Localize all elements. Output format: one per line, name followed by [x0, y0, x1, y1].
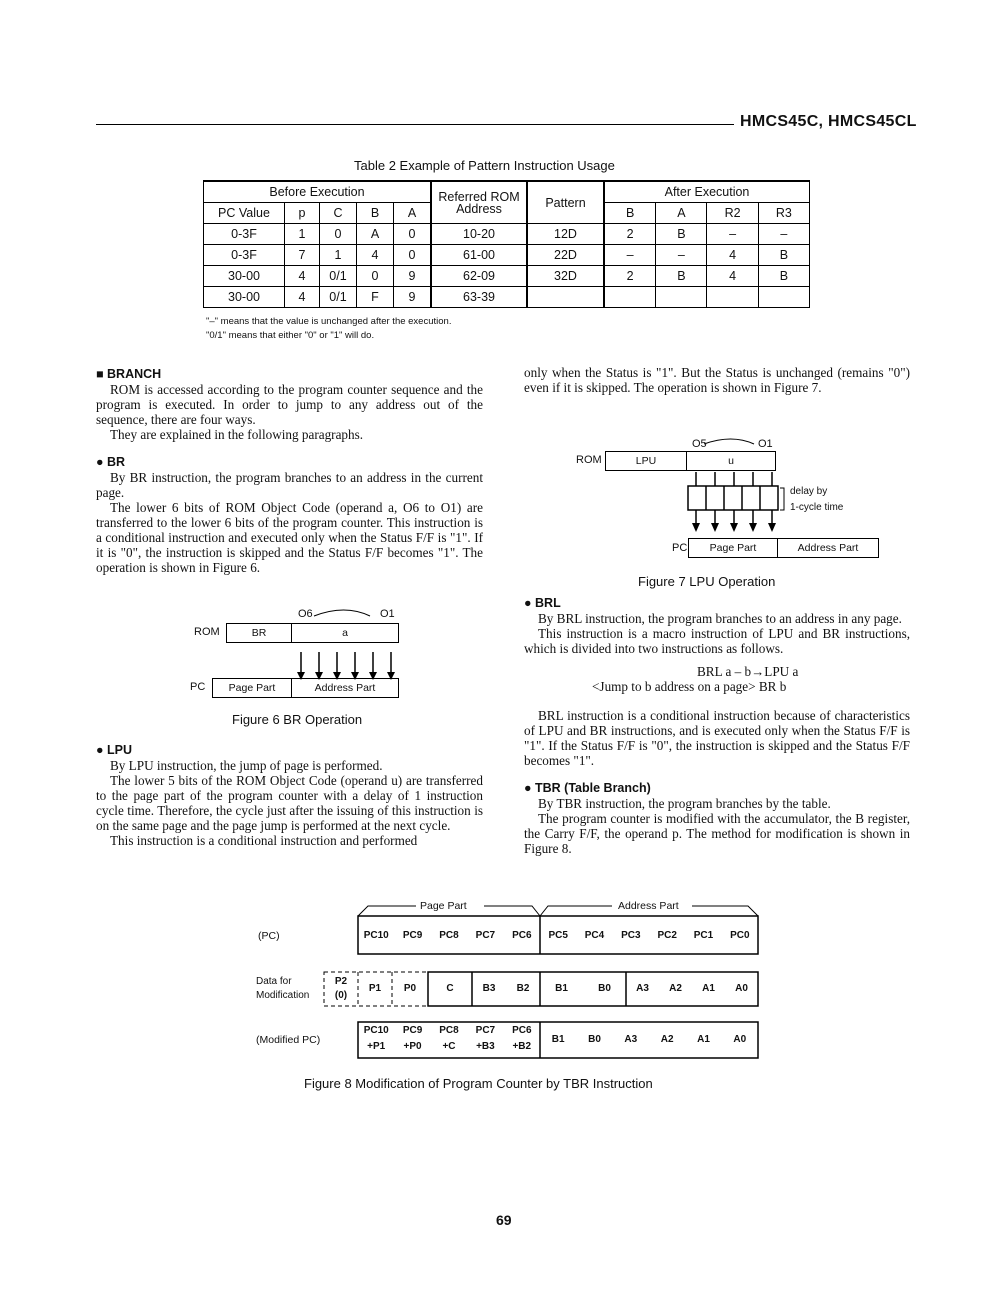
table-cell: 2	[604, 224, 656, 245]
col-after-b: B	[604, 203, 656, 224]
pattern-table	[203, 180, 810, 308]
table-cell	[604, 287, 656, 308]
fig6-pc-label: PC	[190, 681, 206, 693]
table-cell: B	[758, 245, 809, 266]
lpu-paragraph-1: By LPU instruction, the jump of page is performed.	[110, 758, 383, 773]
table-row	[204, 245, 810, 266]
left-column-bottom	[96, 743, 483, 848]
fig6-page-part: Page Part	[212, 678, 292, 698]
table-cell: 30-00	[204, 287, 285, 308]
pc-bit-cell: PC8	[439, 930, 459, 941]
table-cell: 9	[394, 287, 432, 308]
right-column-top	[524, 365, 910, 395]
table-cell: 63-39	[431, 287, 527, 308]
table-cell: –	[604, 245, 656, 266]
before-execution-header: Before Execution	[204, 181, 432, 203]
tbr-heading: ● TBR (Table Branch)	[524, 781, 651, 795]
table-cell: 62-09	[431, 266, 527, 287]
after-execution-header: After Execution	[604, 181, 810, 203]
figure-7	[572, 432, 892, 562]
left-column-top	[96, 367, 483, 575]
table-row	[204, 224, 810, 245]
pattern-header: Pattern	[527, 181, 604, 224]
table-cell: 7	[285, 245, 320, 266]
modification-bit-cell: A2	[669, 983, 682, 994]
table-cell: 1	[285, 224, 320, 245]
table-cell: 61-00	[431, 245, 527, 266]
status-continuation: only when the Status is "1". But the Status is unchanged (remains "0") even if it is skipped. The operation is shown in Figure 7.	[524, 365, 910, 395]
pc-bit-cell: PC9	[402, 930, 423, 941]
table-cell: F	[357, 287, 394, 308]
fig6-o1: O1	[380, 608, 395, 620]
table-note-1: "–" means that the value is unchanged after the execution.	[206, 316, 452, 327]
table-cell: 4	[357, 245, 394, 266]
brl-equation-2: <Jump to b address on a page> BR b	[592, 679, 787, 694]
brl-paragraph-3: BRL instruction is a conditional instruction because of characteristics of LPU and BR instructions, and is executed only when the Status F/F is "1". If the Status F/F is "0", the instruction is skipped and the Status F/F becomes "1".	[524, 708, 910, 768]
fig7-o1: O1	[758, 438, 773, 450]
modified-pc-bit-cell: A3	[624, 1034, 638, 1045]
page-number: 69	[496, 1212, 512, 1228]
fig6-br-field: BR	[226, 623, 292, 643]
figure-8	[252, 894, 764, 1074]
figure-7-caption: Figure 7 LPU Operation	[638, 574, 776, 589]
table-cell	[527, 287, 604, 308]
modification-bit-cell: P0	[403, 983, 417, 994]
tbr-paragraph-1: By TBR instruction, the program branches by the table.	[538, 796, 831, 811]
fig7-u-field: u	[686, 451, 776, 471]
lpu-paragraph-2: The lower 5 bits of the ROM Object Code (operand u) are transferred to the page part of the program counter with a delay of 1 instruction cycle time. Therefore, the cycle just after the issuing of this instruction is on the same page and the page jump is performed at the next cycle.	[96, 773, 483, 833]
modified-pc-addend-cell: +C	[442, 1041, 456, 1052]
brl-equation-1: BRL a – b→LPU a	[697, 664, 799, 679]
modification-bit-cell: B1	[555, 983, 568, 994]
col-r3: R3	[758, 203, 809, 224]
figure-7-delay-register	[688, 486, 778, 510]
table-cell: –	[758, 224, 809, 245]
table-cell: 30-00	[204, 266, 285, 287]
branch-paragraph-1: ROM is accessed according to the program counter sequence and the program is executed. In order to jump to any address out of the sequence, there are four ways.	[96, 382, 483, 427]
modified-pc-bit-cell: PC8	[439, 1025, 459, 1036]
pc-bit-cell: PC10	[363, 930, 389, 941]
fig8-data-p2: P2	[334, 976, 348, 987]
br-paragraph-2: The lower 6 bits of ROM Object Code (operand a, O6 to O1) are transferred to the lower 6 bits of the program counter. This instruction is a conditional instruction and executed only when the Status F/F is "1". If it is "0", the instruction is skipped and the Status F/F becomes "1". The operation is shown in Figure 6.	[96, 500, 483, 575]
figure-8-caption: Figure 8 Modification of Program Counter by TBR Instruction	[304, 1076, 653, 1091]
fig7-rom-label: ROM	[576, 454, 602, 466]
table-cell: B	[656, 266, 707, 287]
modification-bit-cell: P1	[368, 983, 382, 994]
modified-pc-bit-cell: B0	[588, 1034, 601, 1045]
modified-pc-addend-cell: +B2	[512, 1041, 532, 1052]
br-paragraph-1: By BR instruction, the program branches to an address in the current page.	[96, 470, 483, 500]
col-pc-value: PC Value	[204, 203, 285, 224]
col-after-a: A	[656, 203, 707, 224]
table-cell: 0	[394, 245, 432, 266]
table-cell: 0-3F	[204, 245, 285, 266]
table-cell: –	[656, 245, 707, 266]
modified-pc-bit-cell: A0	[733, 1034, 747, 1045]
modification-bit-cell: A0	[735, 983, 748, 994]
table-cell: 0	[357, 266, 394, 287]
fig8-data-label-2: Modification	[256, 990, 310, 1001]
modification-bit-cell: C	[446, 983, 454, 994]
table-cell	[707, 287, 758, 308]
table-cell: 4	[707, 266, 758, 287]
branch-paragraph-2: They are explained in the following paragraphs.	[110, 427, 364, 442]
table-cell: 4	[285, 287, 320, 308]
col-r2: R2	[707, 203, 758, 224]
header-title: HMCS45C, HMCS45CL	[740, 113, 917, 130]
table-cell: 2	[604, 266, 656, 287]
table-cell: 12D	[527, 224, 604, 245]
modification-bit-cell: B2	[516, 983, 530, 994]
modified-pc-addend-cell: +P0	[403, 1041, 422, 1052]
table-cell: 0	[394, 224, 432, 245]
modified-pc-addend-cell: +P1	[367, 1041, 386, 1052]
modified-pc-addend-cell: +B3	[476, 1041, 495, 1052]
fig7-lpu-field: LPU	[605, 451, 687, 471]
table-cell: 10-20	[431, 224, 527, 245]
figure-6-transfer-arrows	[301, 652, 391, 676]
figure-6-caption: Figure 6 BR Operation	[232, 712, 363, 727]
fig6-a-field: a	[291, 623, 399, 643]
modified-pc-bit-cell: PC6	[512, 1025, 532, 1036]
brl-paragraph-2: This instruction is a macro instruction of LPU and BR instructions, which is divided into two instructions as follows.	[524, 626, 910, 656]
col-c: C	[320, 203, 357, 224]
pc-bit-cell: PC1	[693, 930, 714, 941]
col-p: p	[285, 203, 320, 224]
figure-6-brace	[314, 610, 370, 616]
pc-bit-cell: PC2	[657, 930, 677, 941]
modification-bit-cell: B0	[598, 983, 611, 994]
figure-7-brace	[704, 439, 754, 444]
modification-bit-cell: A3	[636, 983, 649, 994]
lpu-paragraph-3: This instruction is a conditional instruction and performed	[110, 833, 418, 848]
referred-rom-header: Referred ROM Address	[431, 181, 527, 224]
fig7-page-part: Page Part	[688, 538, 778, 558]
fig6-rom-label: ROM	[194, 626, 220, 638]
fig8-data-zero: (0)	[334, 990, 348, 1001]
br-heading: ● BR	[96, 455, 126, 469]
table2-caption: Table 2 Example of Pattern Instruction Usage	[354, 158, 615, 173]
table-cell	[656, 287, 707, 308]
col-b: B	[357, 203, 394, 224]
pc-bit-cell: PC3	[621, 930, 641, 941]
table-cell: 22D	[527, 245, 604, 266]
modified-pc-bit-cell: PC10	[363, 1025, 389, 1036]
table-cell: 0	[320, 224, 357, 245]
pc-bit-cell: PC6	[512, 930, 532, 941]
table-cell: A	[357, 224, 394, 245]
modified-pc-bit-cell: B1	[551, 1034, 565, 1045]
table-cell: 32D	[527, 266, 604, 287]
table-cell: 0/1	[320, 266, 357, 287]
fig6-address-part: Address Part	[291, 678, 399, 698]
fig8-data-label-1: Data for	[256, 976, 292, 987]
branch-heading: ■ BRANCH	[96, 367, 162, 381]
fig7-delay-label-1: delay by	[790, 486, 828, 497]
fig8-pc-label: (PC)	[258, 930, 280, 942]
modified-pc-bit-cell: A1	[697, 1034, 710, 1045]
table-cell: 0-3F	[204, 224, 285, 245]
col-a: A	[394, 203, 432, 224]
table-cell: B	[656, 224, 707, 245]
fig6-o6: O6	[298, 608, 313, 620]
tbr-paragraph-2: The program counter is modified with the accumulator, the B register, the Carry F/F, the operand p. The method for modification is shown in Figure 8.	[524, 811, 910, 856]
table-cell: B	[758, 266, 809, 287]
fig7-pc-label: PC	[672, 542, 688, 554]
modified-pc-bit-cell: PC7	[475, 1025, 496, 1036]
fig7-o5: O5	[692, 438, 707, 450]
table-cell: –	[707, 224, 758, 245]
fig8-modified-label: (Modified PC)	[256, 1034, 321, 1046]
table-note-2: "0/1" means that either "0" or "1" will do.	[206, 330, 375, 341]
modification-bit-cell: A1	[702, 983, 715, 994]
fig8-page-part-label: Page Part	[420, 900, 467, 912]
pc-bit-cell: PC5	[548, 930, 568, 941]
pc-bit-cell: PC0	[730, 930, 750, 941]
table-row	[204, 287, 810, 308]
modification-bit-cell: B3	[482, 983, 496, 994]
modified-pc-bit-cell: PC9	[402, 1025, 423, 1036]
lpu-heading: ● LPU	[96, 743, 133, 757]
table-cell: 0/1	[320, 287, 357, 308]
brl-paragraph-1: By BRL instruction, the program branches to an address in any page.	[538, 611, 902, 626]
table-cell: 9	[394, 266, 432, 287]
header-rule	[96, 124, 734, 125]
fig7-address-part: Address Part	[777, 538, 879, 558]
fig8-address-part-label: Address Part	[618, 900, 679, 912]
pc-bit-cell: PC7	[475, 930, 496, 941]
brl-heading: ● BRL	[524, 596, 561, 610]
pc-bit-cell: PC4	[584, 930, 605, 941]
table-cell: 4	[707, 245, 758, 266]
modified-pc-bit-cell: A2	[660, 1034, 674, 1045]
right-column-bottom	[524, 596, 910, 856]
table-cell: 1	[320, 245, 357, 266]
table-row	[204, 266, 810, 287]
table-cell	[758, 287, 809, 308]
table-cell: 4	[285, 266, 320, 287]
fig7-delay-label-2: 1-cycle time	[790, 502, 844, 513]
